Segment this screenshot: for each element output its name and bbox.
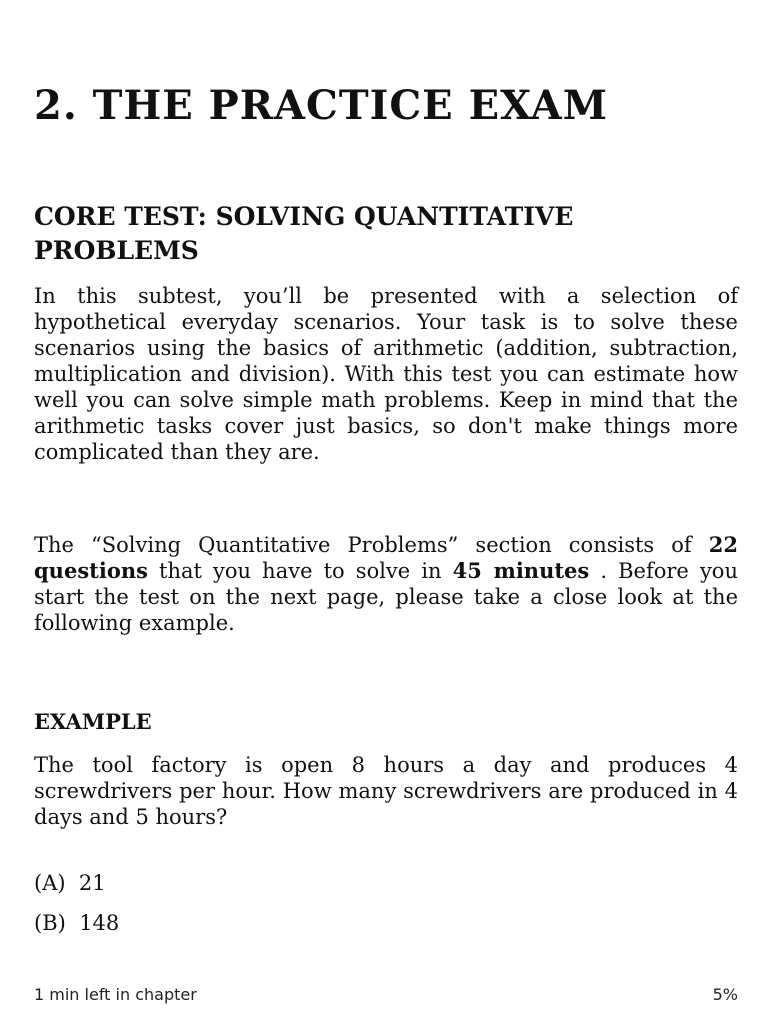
option-a-value: 21 — [78, 871, 106, 895]
option-b-value: 148 — [79, 911, 120, 935]
section-title: CORE TEST: SOLVING QUANTITATIVE PROBLEMS — [34, 202, 574, 265]
example-question: The tool factory is open 8 hours a day and produces 4 screwdrivers per hour. How many screwdrivers are produced in 4 days and 5 hours? — [34, 753, 738, 829]
details-text-3: . Before you start the test on the next page, please take a close look at the following example. — [34, 559, 738, 635]
reader-footer — [34, 985, 738, 1007]
progress-percent: 5% — [712, 985, 738, 1004]
option-a — [34, 870, 106, 896]
option-b-label: (B) — [34, 911, 66, 935]
details-text-1: The “Solving Quantitative Problems” section consists of — [34, 533, 709, 557]
example-heading: EXAMPLE — [34, 709, 152, 734]
option-b — [34, 910, 119, 936]
details-paragraph — [34, 532, 738, 636]
chapter-title: 2. THE PRACTICE EXAM — [34, 82, 608, 129]
reader-page — [34, 0, 738, 1024]
time-limit: 45 minutes — [452, 558, 590, 583]
time-left-indicator: 1 min left in chapter — [34, 985, 197, 1004]
option-a-label: (A) — [34, 871, 66, 895]
details-text-2: that you have to solve in — [147, 559, 453, 583]
questions-count: 22 questions — [34, 532, 738, 583]
intro-paragraph: In this subtest, you’ll be presented with a selection of hypothetical everyday scenarios. Your task is to solve these scenarios using the basics of arithmetic (addition, subtraction, multiplication and division). With this test you can estimate how well you can solve simple math problems. Keep in mind that the arithmetic tasks cover just basics, so don't make things more complicated than they are. — [34, 284, 738, 464]
